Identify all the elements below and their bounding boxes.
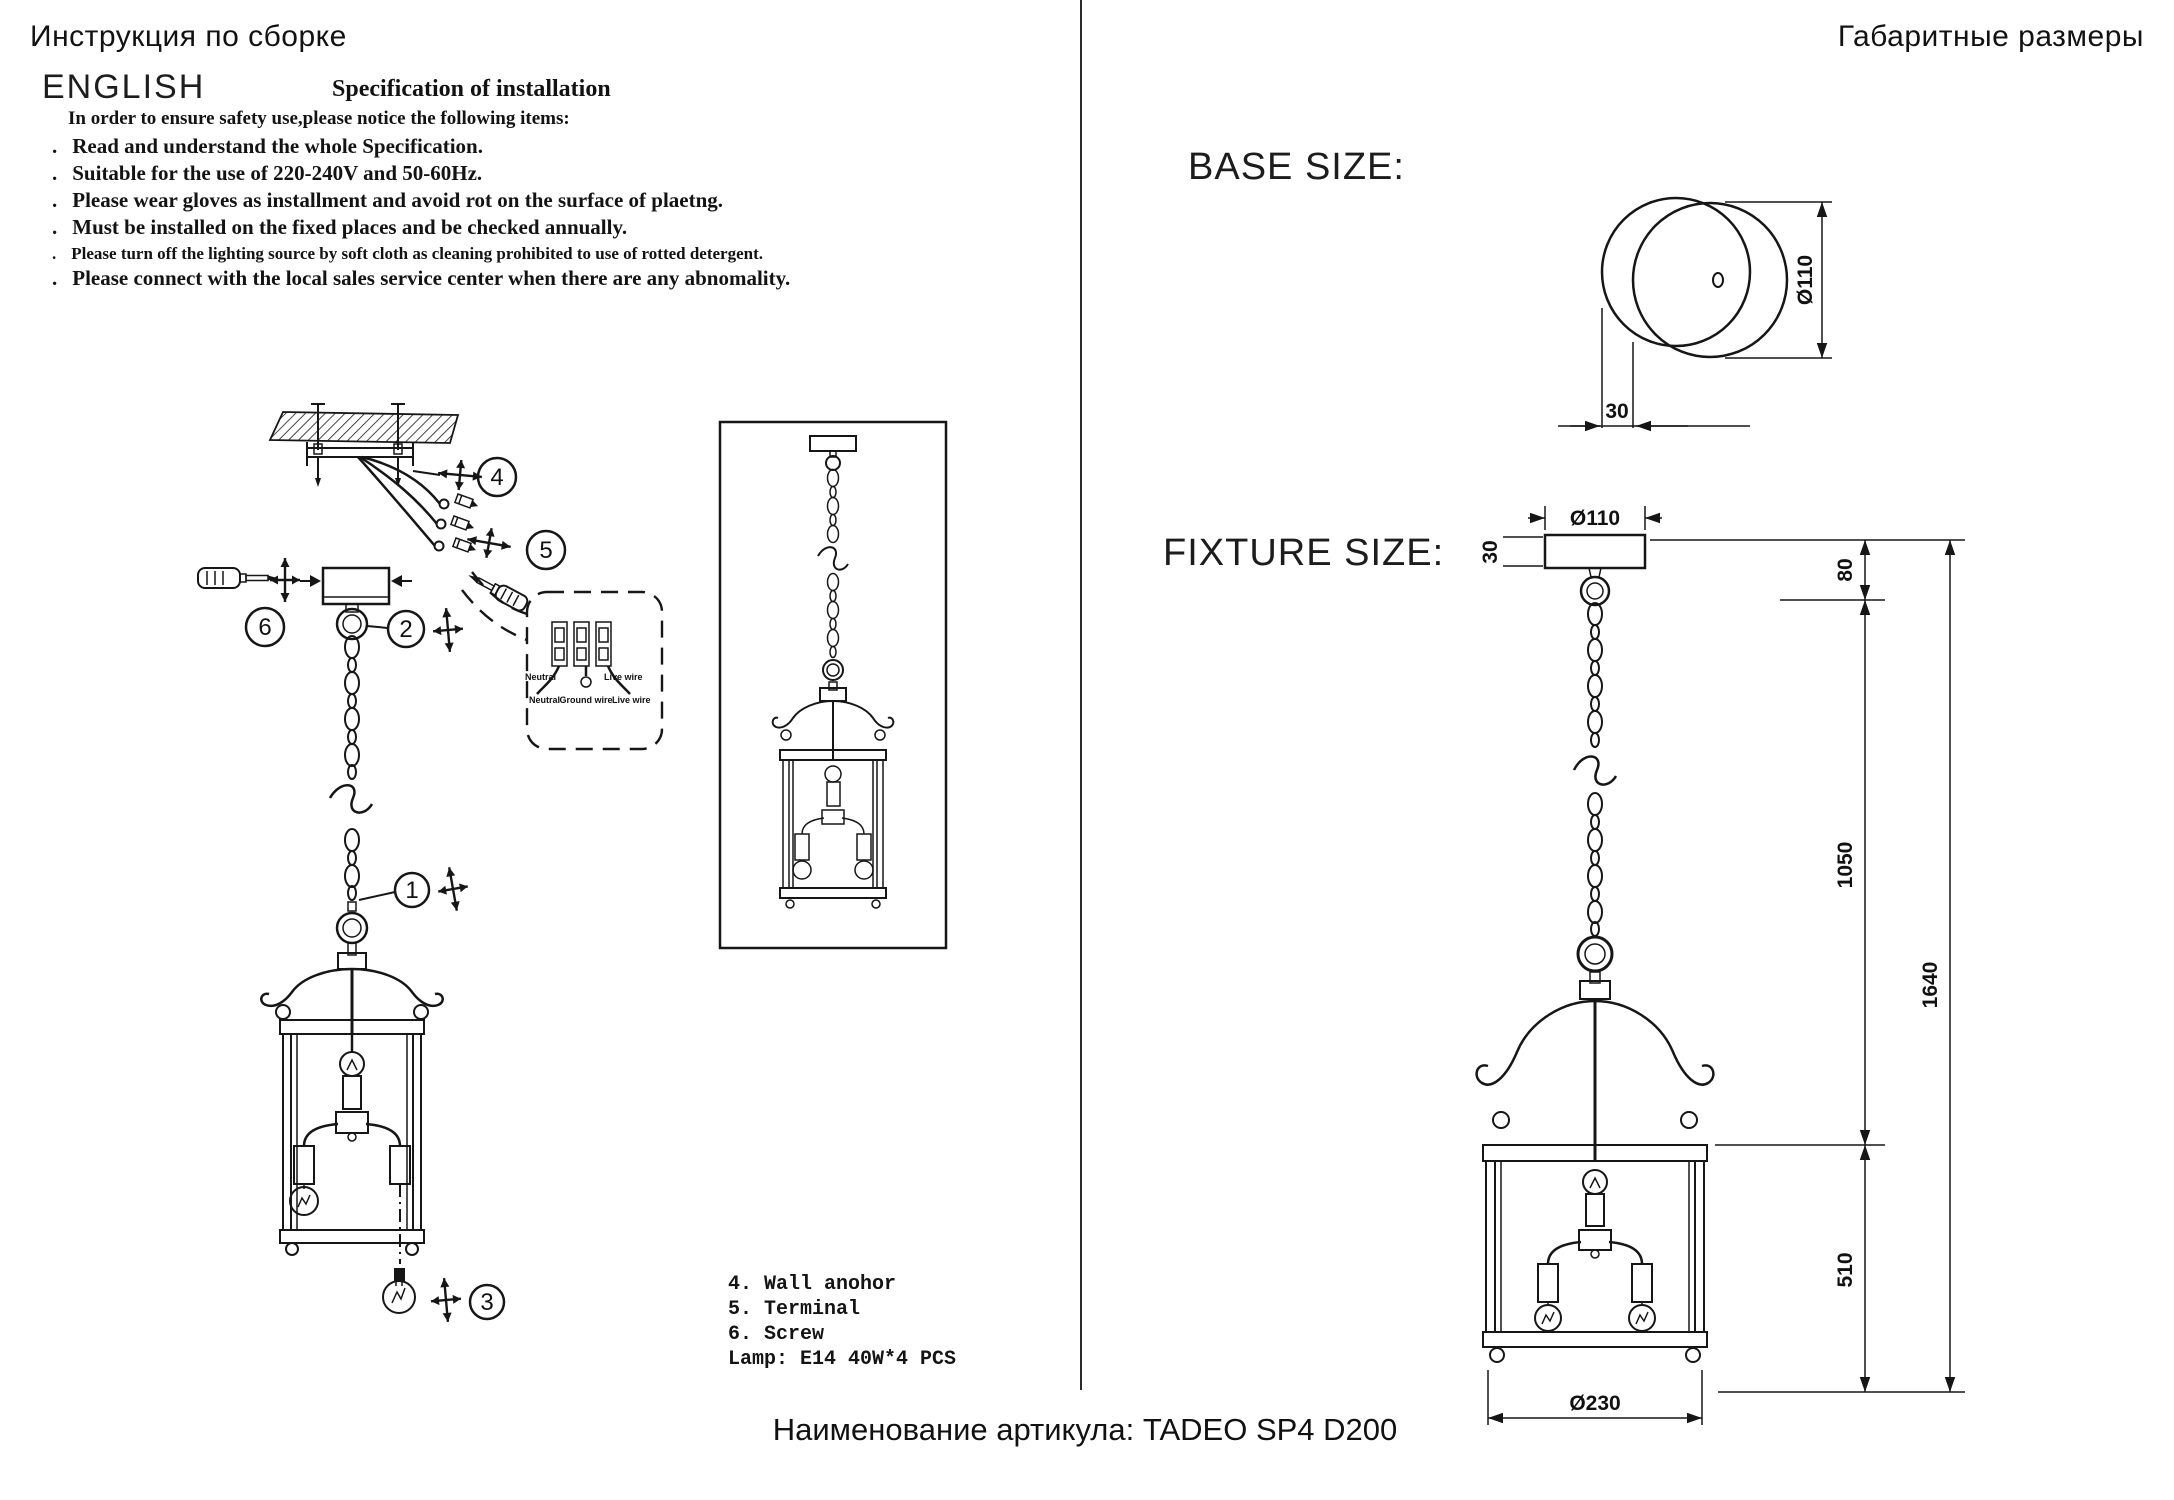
- witness-lines: [1650, 540, 1965, 1392]
- canopy-depth-dimension: [1479, 537, 1543, 566]
- fixture-size-label: FIXTURE SIZE:: [1163, 532, 1445, 574]
- callout-1-number: 1: [405, 877, 419, 904]
- direction-arrows-icon: [437, 458, 483, 492]
- base-depth-value: 30: [1605, 400, 1629, 423]
- ceiling-hatch: [270, 412, 458, 443]
- base-diameter-dimension: [1725, 202, 1832, 358]
- chain-length-value: 1050: [1834, 841, 1857, 889]
- callout-4-number: 4: [490, 464, 504, 491]
- finished-pendant-figure: [718, 420, 948, 950]
- wire-label: Live wire: [604, 672, 643, 682]
- wire-label: Neutral: [524, 672, 556, 682]
- vertical-divider: [1080, 0, 1082, 1390]
- callout-2: [367, 611, 424, 647]
- safety-item: . Please turn off the lighting source by soft cloth as cleaning prohibited to use of rotted detergent.: [52, 244, 1006, 264]
- legend-item: 4. Wall anohor: [728, 1273, 897, 1296]
- callout-6: [246, 608, 284, 646]
- height-dimensions: [1834, 540, 1950, 1392]
- fixture-size-drawing: [1400, 480, 2000, 1470]
- base-size-drawing: [1540, 180, 1880, 450]
- base-diameter-value: Ø110: [1794, 254, 1817, 306]
- callout-3: [470, 1285, 504, 1319]
- canopy-diameter-value: Ø110: [1569, 507, 1621, 530]
- callout-5: [527, 531, 565, 569]
- right-page-title: Габаритные размеры: [1837, 20, 2144, 53]
- chain-break-squiggle: [330, 785, 372, 812]
- lamp-spec: Lamp: E14 40W*4 PCS: [728, 1348, 957, 1371]
- wire-label: Neutral: [528, 695, 560, 705]
- safety-item: . Please connect with the local sales service center when there are any abnomality.: [52, 266, 1006, 291]
- direction-arrows-icon: [270, 558, 300, 602]
- supply-wires: [358, 457, 449, 551]
- total-height-value: 1640: [1919, 961, 1942, 1009]
- hanging-loop: [337, 604, 367, 639]
- lantern-drawing: [261, 902, 442, 1264]
- base-size-label: BASE SIZE:: [1188, 146, 1405, 188]
- bulb-icon: [383, 1268, 415, 1313]
- safety-intro: In order to ensure safety use,please notice the following items:: [68, 108, 570, 129]
- wiring-inset: [462, 572, 662, 749]
- lantern-height-value: 510: [1834, 1252, 1857, 1288]
- callout-2-number: 2: [399, 616, 413, 643]
- chain: [330, 636, 372, 900]
- safety-item: . Read and understand the whole Specification.: [52, 134, 1006, 159]
- legend-item: 5. Terminal: [728, 1298, 861, 1321]
- assembly-diagram: [140, 400, 700, 1350]
- canopy-depth-value: 30: [1479, 540, 1502, 564]
- canopy-diameter-dimension: [1528, 506, 1662, 530]
- pendant-outline: [1477, 568, 1714, 1362]
- screw-icon: [312, 457, 404, 487]
- direction-arrows-icon: [431, 607, 465, 653]
- terminal-block-icon: [552, 622, 611, 666]
- figure-frame: [720, 422, 946, 948]
- parts-legend: [728, 1272, 956, 1372]
- callout-1: [359, 873, 429, 907]
- chain-break-squiggle: [1574, 756, 1616, 784]
- spec-heading: Specification of installation: [332, 76, 611, 102]
- direction-arrows-icon: [434, 865, 471, 914]
- callout-6-number: 6: [258, 614, 272, 641]
- wire-label: Ground wire: [559, 695, 613, 705]
- base-cylinder: [1602, 198, 1787, 357]
- language-label: ENGLISH: [42, 68, 206, 106]
- lantern-diameter-value: Ø230: [1569, 1392, 1621, 1415]
- callout-3-number: 3: [480, 1289, 494, 1316]
- safety-item: . Please wear gloves as installment and avoid rot on the surface of plaetng.: [52, 188, 1006, 213]
- safety-item: . Suitable for the use of 220-240V and 50-60Hz.: [52, 161, 1006, 186]
- legend-item: 6. Screw: [728, 1323, 825, 1346]
- canopy-height-value: 80: [1834, 558, 1857, 582]
- safety-item: . Must be installed on the fixed places and be checked annually.: [52, 215, 1006, 240]
- canopy-box: [300, 568, 412, 604]
- pendant-small: [773, 436, 894, 908]
- screwdriver-icon: [198, 568, 277, 588]
- callout-5-number: 5: [539, 537, 553, 564]
- safety-notes: [46, 108, 1006, 291]
- base-depth-dimension: [1558, 308, 1750, 428]
- terminal-screws: [451, 494, 480, 554]
- canopy: [1545, 535, 1645, 568]
- left-page-title: Инструкция по сборке: [30, 20, 347, 53]
- direction-arrows-icon: [465, 524, 514, 561]
- wire-label: Live wire: [612, 695, 651, 705]
- direction-arrows-icon: [429, 1277, 463, 1323]
- article-name: Наименование артикула: TADEO SP4 D200: [772, 1412, 1398, 1447]
- lantern-diameter-dimension: [1488, 1370, 1702, 1425]
